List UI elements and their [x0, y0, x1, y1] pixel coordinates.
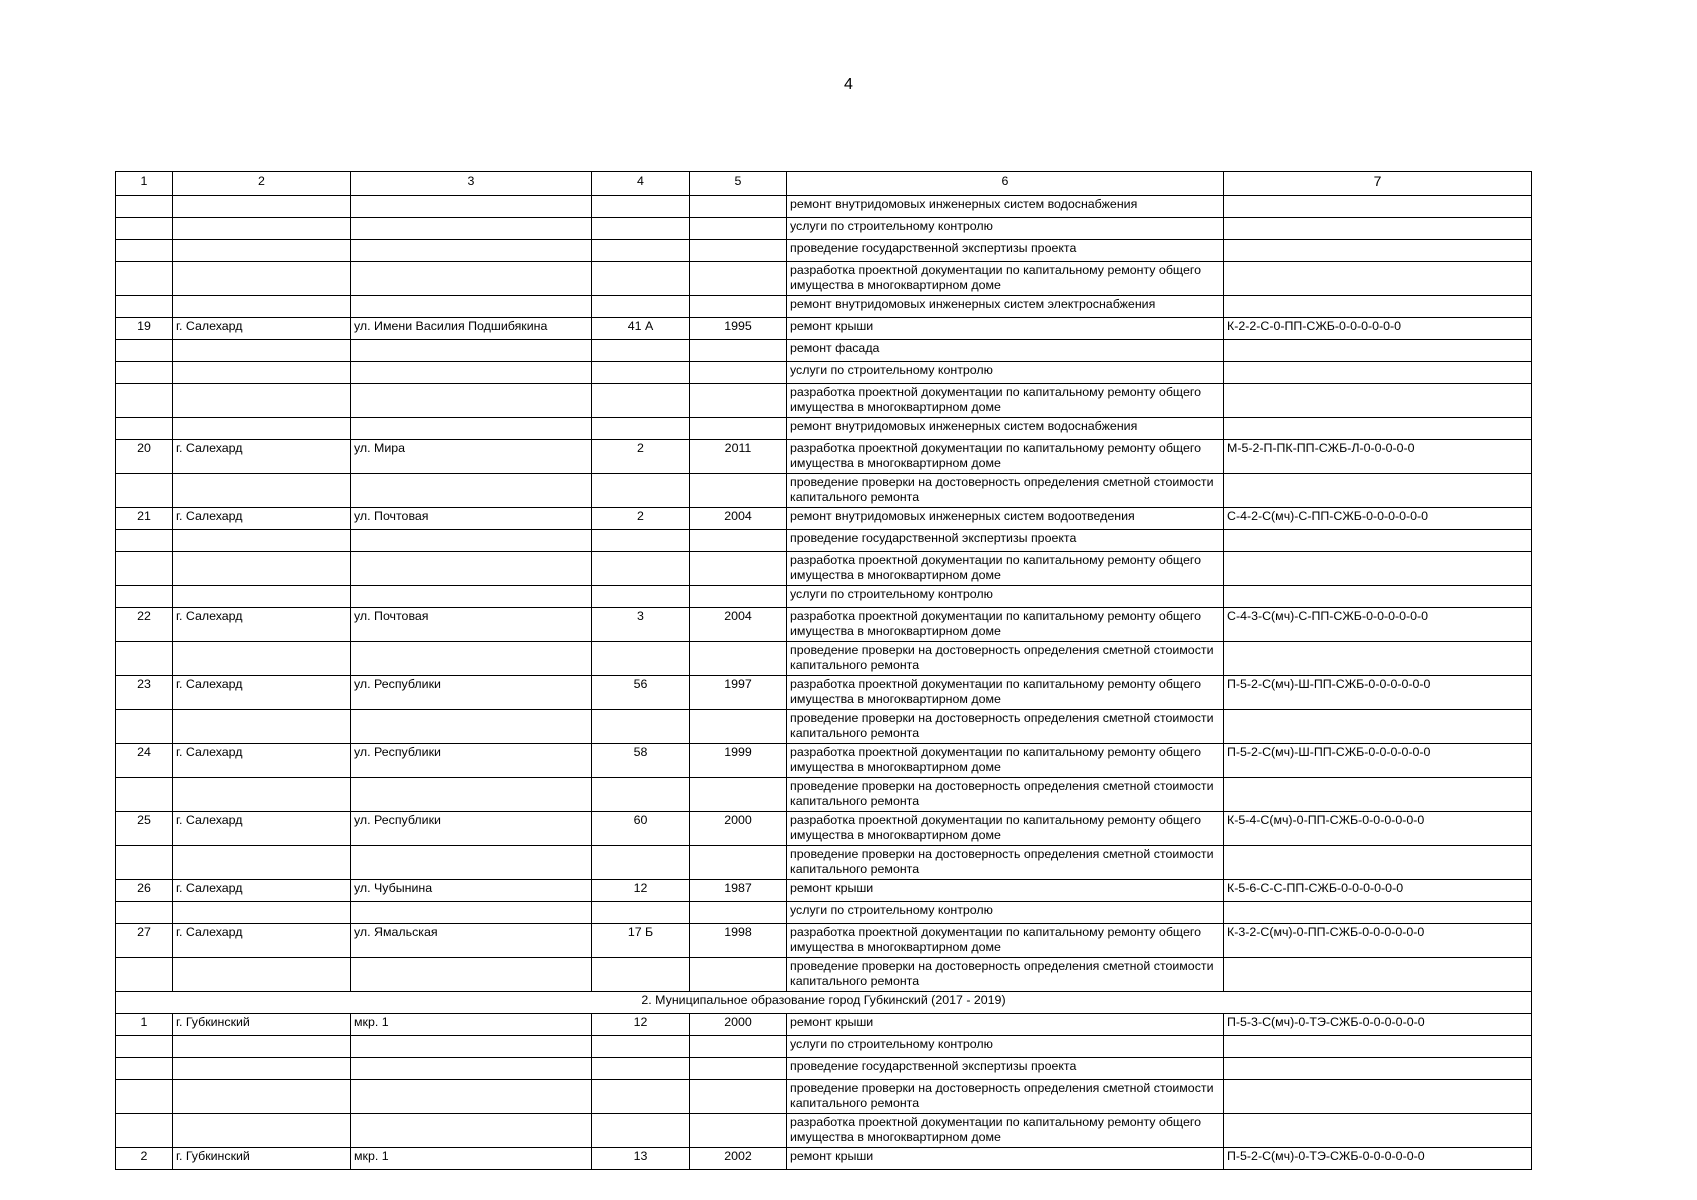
house-code-cell: К-3-2-С(мч)-0-ПП-СЖБ-0-0-0-0-0-0 — [1224, 924, 1532, 958]
city-cell: г. Салехард — [173, 924, 351, 958]
house-number-cell: 58 — [592, 744, 690, 778]
row-number-cell — [116, 1080, 173, 1114]
street-cell — [351, 902, 592, 924]
row-number-cell — [116, 586, 173, 608]
year-built-cell: 1987 — [690, 880, 787, 902]
house-number-cell — [592, 384, 690, 418]
house-number-cell: 56 — [592, 676, 690, 710]
house-number-cell — [592, 1114, 690, 1148]
year-built-cell — [690, 418, 787, 440]
table-row — [116, 1058, 1532, 1080]
city-cell — [173, 710, 351, 744]
table-row — [116, 552, 1532, 586]
house-number-cell — [592, 552, 690, 586]
work-type-cell: ремонт крыши — [787, 1148, 1224, 1170]
table-row — [116, 642, 1532, 676]
row-number-cell — [116, 340, 173, 362]
year-built-cell: 2011 — [690, 440, 787, 474]
house-code-cell — [1224, 1058, 1532, 1080]
row-number-cell — [116, 296, 173, 318]
house-number-cell: 41 А — [592, 318, 690, 340]
house-code-cell — [1224, 474, 1532, 508]
house-code-cell — [1224, 846, 1532, 880]
table-row — [116, 384, 1532, 418]
row-number-cell: 26 — [116, 880, 173, 902]
year-built-cell: 1998 — [690, 924, 787, 958]
work-type-cell: проведение проверки на достоверность определения сметной стоимости капитального ремонта — [787, 1080, 1224, 1114]
table-row — [116, 902, 1532, 924]
city-cell — [173, 846, 351, 880]
house-number-cell: 2 — [592, 440, 690, 474]
year-built-cell: 2004 — [690, 608, 787, 642]
city-cell — [173, 418, 351, 440]
house-number-cell — [592, 902, 690, 924]
house-number-cell: 12 — [592, 880, 690, 902]
capital-repair-table — [115, 171, 1532, 1170]
city-cell — [173, 586, 351, 608]
house-number-cell: 17 Б — [592, 924, 690, 958]
work-type-cell: разработка проектной документации по капитальному ремонту общего имущества в многоквартирном доме — [787, 744, 1224, 778]
city-cell — [173, 1080, 351, 1114]
year-built-cell — [690, 1058, 787, 1080]
city-cell: г. Салехард — [173, 812, 351, 846]
work-type-cell: проведение проверки на достоверность определения сметной стоимости капитального ремонта — [787, 642, 1224, 676]
table-row — [116, 530, 1532, 552]
row-number-cell: 2 — [116, 1148, 173, 1170]
year-built-cell — [690, 530, 787, 552]
row-number-cell — [116, 362, 173, 384]
table-row — [116, 1080, 1532, 1114]
row-number-cell — [116, 262, 173, 296]
year-built-cell — [690, 642, 787, 676]
work-type-cell: разработка проектной документации по капитальному ремонту общего имущества в многоквартирном доме — [787, 676, 1224, 710]
house-code-cell: П-5-3-С(мч)-0-ТЭ-СЖБ-0-0-0-0-0-0 — [1224, 1014, 1532, 1036]
table-row — [116, 362, 1532, 384]
section-title: 2. Муниципальное образование город Губкинский (2017 - 2019) — [116, 992, 1532, 1014]
house-number-cell — [592, 418, 690, 440]
year-built-cell: 2000 — [690, 1014, 787, 1036]
city-cell — [173, 296, 351, 318]
table-row — [116, 474, 1532, 508]
street-cell — [351, 846, 592, 880]
year-built-cell — [690, 262, 787, 296]
table-row — [116, 812, 1532, 846]
house-number-cell — [592, 218, 690, 240]
table-row — [116, 296, 1532, 318]
house-code-cell — [1224, 530, 1532, 552]
table-row — [116, 418, 1532, 440]
table-row — [116, 586, 1532, 608]
year-built-cell — [690, 218, 787, 240]
house-number-cell — [592, 586, 690, 608]
street-cell: мкр. 1 — [351, 1014, 592, 1036]
city-cell — [173, 778, 351, 812]
house-code-cell — [1224, 296, 1532, 318]
house-number-cell — [592, 262, 690, 296]
city-cell — [173, 642, 351, 676]
city-cell — [173, 362, 351, 384]
house-number-cell — [592, 1036, 690, 1058]
work-type-cell: разработка проектной документации по капитальному ремонту общего имущества в многоквартирном доме — [787, 262, 1224, 296]
table-row — [116, 1114, 1532, 1148]
house-number-cell — [592, 196, 690, 218]
house-number-cell — [592, 474, 690, 508]
table-row — [116, 218, 1532, 240]
city-cell: г. Салехард — [173, 318, 351, 340]
house-code-cell — [1224, 778, 1532, 812]
row-number-cell — [116, 530, 173, 552]
row-number-cell — [116, 474, 173, 508]
work-type-cell: ремонт внутридомовых инженерных систем водоснабжения — [787, 418, 1224, 440]
year-built-cell: 1997 — [690, 676, 787, 710]
city-cell: г. Губкинский — [173, 1014, 351, 1036]
house-code-cell: К-5-4-С(мч)-0-ПП-СЖБ-0-0-0-0-0-0 — [1224, 812, 1532, 846]
street-cell: ул. Имени Василия Подшибякина — [351, 318, 592, 340]
table-row — [116, 924, 1532, 958]
street-cell — [351, 196, 592, 218]
table-row — [116, 240, 1532, 262]
work-type-cell: разработка проектной документации по капитальному ремонту общего имущества в многоквартирном доме — [787, 384, 1224, 418]
house-number-cell — [592, 642, 690, 676]
year-built-cell — [690, 710, 787, 744]
table-row — [116, 508, 1532, 530]
street-cell: ул. Почтовая — [351, 508, 592, 530]
year-built-cell — [690, 1036, 787, 1058]
street-cell: ул. Ямальская — [351, 924, 592, 958]
row-number-cell: 23 — [116, 676, 173, 710]
house-code-cell — [1224, 1080, 1532, 1114]
house-code-cell — [1224, 218, 1532, 240]
house-code-cell: К-2-2-С-0-ПП-СЖБ-0-0-0-0-0-0 — [1224, 318, 1532, 340]
work-type-cell: услуги по строительному контролю — [787, 586, 1224, 608]
street-cell — [351, 362, 592, 384]
work-type-cell: проведение государственной экспертизы проекта — [787, 1058, 1224, 1080]
work-type-cell: ремонт внутридомовых инженерных систем электроснабжения — [787, 296, 1224, 318]
table-row — [116, 1014, 1532, 1036]
street-cell: ул. Республики — [351, 812, 592, 846]
city-cell — [173, 340, 351, 362]
house-number-cell: 13 — [592, 1148, 690, 1170]
work-type-cell: ремонт внутридомовых инженерных систем водоснабжения — [787, 196, 1224, 218]
house-code-cell — [1224, 240, 1532, 262]
house-number-cell: 2 — [592, 508, 690, 530]
work-type-cell: проведение проверки на достоверность определения сметной стоимости капитального ремонта — [787, 958, 1224, 992]
row-number-cell: 21 — [116, 508, 173, 530]
house-number-cell — [592, 530, 690, 552]
house-code-cell — [1224, 340, 1532, 362]
row-number-cell — [116, 902, 173, 924]
work-type-cell: проведение проверки на достоверность определения сметной стоимости капитального ремонта — [787, 778, 1224, 812]
column-header-4: 4 — [592, 172, 690, 196]
street-cell — [351, 1114, 592, 1148]
table-row — [116, 676, 1532, 710]
city-cell — [173, 1036, 351, 1058]
year-built-cell — [690, 1114, 787, 1148]
city-cell — [173, 218, 351, 240]
table-row — [116, 1148, 1532, 1170]
work-type-cell: разработка проектной документации по капитальному ремонту общего имущества в многоквартирном доме — [787, 608, 1224, 642]
house-number-cell: 12 — [592, 1014, 690, 1036]
row-number-cell: 22 — [116, 608, 173, 642]
street-cell — [351, 778, 592, 812]
house-code-cell: М-5-2-П-ПК-ПП-СЖБ-Л-0-0-0-0-0 — [1224, 440, 1532, 474]
work-type-cell: проведение проверки на достоверность определения сметной стоимости капитального ремонта — [787, 710, 1224, 744]
house-code-cell: П-5-2-С(мч)-0-ТЭ-СЖБ-0-0-0-0-0-0 — [1224, 1148, 1532, 1170]
house-code-cell: П-5-2-С(мч)-Ш-ПП-СЖБ-0-0-0-0-0-0 — [1224, 676, 1532, 710]
street-cell — [351, 530, 592, 552]
house-code-cell: С-4-3-С(мч)-С-ПП-СЖБ-0-0-0-0-0-0 — [1224, 608, 1532, 642]
work-type-cell: услуги по строительному контролю — [787, 362, 1224, 384]
street-cell — [351, 418, 592, 440]
house-code-cell — [1224, 710, 1532, 744]
row-number-cell — [116, 384, 173, 418]
row-number-cell: 19 — [116, 318, 173, 340]
row-number-cell — [116, 778, 173, 812]
house-number-cell — [592, 1080, 690, 1114]
year-built-cell — [690, 1080, 787, 1114]
row-number-cell: 27 — [116, 924, 173, 958]
house-code-cell: К-5-6-С-С-ПП-СЖБ-0-0-0-0-0-0 — [1224, 880, 1532, 902]
house-number-cell — [592, 710, 690, 744]
house-number-cell — [592, 1058, 690, 1080]
year-built-cell — [690, 586, 787, 608]
table-row — [116, 846, 1532, 880]
city-cell — [173, 474, 351, 508]
city-cell — [173, 958, 351, 992]
work-type-cell: услуги по строительному контролю — [787, 1036, 1224, 1058]
year-built-cell: 2002 — [690, 1148, 787, 1170]
street-cell — [351, 552, 592, 586]
city-cell: г. Салехард — [173, 744, 351, 778]
work-type-cell: ремонт крыши — [787, 318, 1224, 340]
house-number-cell: 60 — [592, 812, 690, 846]
street-cell — [351, 340, 592, 362]
work-type-cell: услуги по строительному контролю — [787, 902, 1224, 924]
street-cell — [351, 1036, 592, 1058]
house-number-cell — [592, 958, 690, 992]
work-type-cell: разработка проектной документации по капитальному ремонту общего имущества в многоквартирном доме — [787, 1114, 1224, 1148]
house-code-cell — [1224, 196, 1532, 218]
row-number-cell — [116, 1036, 173, 1058]
street-cell — [351, 642, 592, 676]
city-cell — [173, 1114, 351, 1148]
work-type-cell: ремонт крыши — [787, 1014, 1224, 1036]
year-built-cell — [690, 552, 787, 586]
city-cell: г. Салехард — [173, 676, 351, 710]
row-number-cell — [116, 846, 173, 880]
street-cell: ул. Почтовая — [351, 608, 592, 642]
row-number-cell — [116, 418, 173, 440]
street-cell — [351, 240, 592, 262]
house-code-cell — [1224, 902, 1532, 924]
work-type-cell: ремонт фасада — [787, 340, 1224, 362]
street-cell — [351, 586, 592, 608]
row-number-cell: 25 — [116, 812, 173, 846]
house-code-cell — [1224, 1114, 1532, 1148]
city-cell — [173, 902, 351, 924]
work-type-cell: разработка проектной документации по капитальному ремонту общего имущества в многоквартирном доме — [787, 924, 1224, 958]
table-row — [116, 880, 1532, 902]
section-row — [116, 992, 1532, 1014]
house-code-cell — [1224, 362, 1532, 384]
year-built-cell: 1999 — [690, 744, 787, 778]
table-row — [116, 440, 1532, 474]
street-cell — [351, 1080, 592, 1114]
work-type-cell: ремонт внутридомовых инженерных систем водоотведения — [787, 508, 1224, 530]
column-header-2: 2 — [173, 172, 351, 196]
street-cell — [351, 296, 592, 318]
house-code-cell — [1224, 384, 1532, 418]
city-cell — [173, 530, 351, 552]
work-type-cell: проведение проверки на достоверность определения сметной стоимости капитального ремонта — [787, 846, 1224, 880]
house-number-cell — [592, 846, 690, 880]
house-code-cell — [1224, 418, 1532, 440]
work-type-cell: разработка проектной документации по капитальному ремонту общего имущества в многоквартирном доме — [787, 552, 1224, 586]
page-number: 4 — [844, 76, 853, 93]
work-type-cell: проведение государственной экспертизы проекта — [787, 240, 1224, 262]
row-number-cell — [116, 710, 173, 744]
house-code-cell — [1224, 1036, 1532, 1058]
city-cell: г. Салехард — [173, 508, 351, 530]
row-number-cell — [116, 642, 173, 676]
column-header-1: 1 — [116, 172, 173, 196]
column-header-5: 5 — [690, 172, 787, 196]
row-number-cell — [116, 1058, 173, 1080]
table-row — [116, 196, 1532, 218]
year-built-cell: 2004 — [690, 508, 787, 530]
table-row — [116, 262, 1532, 296]
work-type-cell: ремонт крыши — [787, 880, 1224, 902]
table-header — [116, 172, 1532, 196]
year-built-cell: 1995 — [690, 318, 787, 340]
street-cell — [351, 474, 592, 508]
street-cell: ул. Мира — [351, 440, 592, 474]
house-number-cell — [592, 240, 690, 262]
year-built-cell — [690, 384, 787, 418]
header-row — [116, 172, 1532, 196]
house-code-cell — [1224, 958, 1532, 992]
work-type-cell: разработка проектной документации по капитальному ремонту общего имущества в многоквартирном доме — [787, 440, 1224, 474]
city-cell — [173, 262, 351, 296]
work-type-cell: проведение государственной экспертизы проекта — [787, 530, 1224, 552]
city-cell — [173, 240, 351, 262]
year-built-cell — [690, 362, 787, 384]
city-cell — [173, 552, 351, 586]
year-built-cell — [690, 196, 787, 218]
house-number-cell — [592, 296, 690, 318]
table-row — [116, 710, 1532, 744]
house-number-cell — [592, 340, 690, 362]
row-number-cell: 1 — [116, 1014, 173, 1036]
table-row — [116, 958, 1532, 992]
house-code-cell — [1224, 642, 1532, 676]
street-cell: ул. Республики — [351, 676, 592, 710]
house-code-cell: С-4-2-С(мч)-С-ПП-СЖБ-0-0-0-0-0-0 — [1224, 508, 1532, 530]
work-type-cell: проведение проверки на достоверность определения сметной стоимости капитального ремонта — [787, 474, 1224, 508]
street-cell — [351, 1058, 592, 1080]
year-built-cell — [690, 846, 787, 880]
row-number-cell: 20 — [116, 440, 173, 474]
house-code-cell — [1224, 552, 1532, 586]
year-built-cell — [690, 296, 787, 318]
column-header-7: 7 — [1224, 172, 1532, 196]
row-number-cell — [116, 218, 173, 240]
street-cell — [351, 384, 592, 418]
city-cell: г. Салехард — [173, 608, 351, 642]
year-built-cell — [690, 778, 787, 812]
table-row — [116, 318, 1532, 340]
year-built-cell: 2000 — [690, 812, 787, 846]
city-cell — [173, 196, 351, 218]
house-code-cell — [1224, 586, 1532, 608]
street-cell: мкр. 1 — [351, 1148, 592, 1170]
table-body — [116, 196, 1532, 1170]
city-cell: г. Салехард — [173, 880, 351, 902]
house-number-cell: 3 — [592, 608, 690, 642]
year-built-cell — [690, 902, 787, 924]
street-cell: ул. Чубынина — [351, 880, 592, 902]
year-built-cell — [690, 958, 787, 992]
house-code-cell: П-5-2-С(мч)-Ш-ПП-СЖБ-0-0-0-0-0-0 — [1224, 744, 1532, 778]
row-number-cell — [116, 1114, 173, 1148]
year-built-cell — [690, 474, 787, 508]
year-built-cell — [690, 340, 787, 362]
table-row — [116, 340, 1532, 362]
row-number-cell — [116, 958, 173, 992]
street-cell — [351, 218, 592, 240]
street-cell — [351, 262, 592, 296]
row-number-cell — [116, 552, 173, 586]
work-type-cell: разработка проектной документации по капитальному ремонту общего имущества в многоквартирном доме — [787, 812, 1224, 846]
street-cell — [351, 710, 592, 744]
row-number-cell: 24 — [116, 744, 173, 778]
table-row — [116, 1036, 1532, 1058]
house-code-cell — [1224, 262, 1532, 296]
house-number-cell — [592, 778, 690, 812]
house-number-cell — [592, 362, 690, 384]
work-type-cell: услуги по строительному контролю — [787, 218, 1224, 240]
row-number-cell — [116, 196, 173, 218]
city-cell — [173, 384, 351, 418]
row-number-cell — [116, 240, 173, 262]
city-cell: г. Губкинский — [173, 1148, 351, 1170]
street-cell — [351, 958, 592, 992]
city-cell — [173, 1058, 351, 1080]
table-row — [116, 608, 1532, 642]
table-row — [116, 744, 1532, 778]
column-header-6: 6 — [787, 172, 1224, 196]
table-row — [116, 778, 1532, 812]
street-cell: ул. Республики — [351, 744, 592, 778]
year-built-cell — [690, 240, 787, 262]
city-cell: г. Салехард — [173, 440, 351, 474]
column-header-3: 3 — [351, 172, 592, 196]
